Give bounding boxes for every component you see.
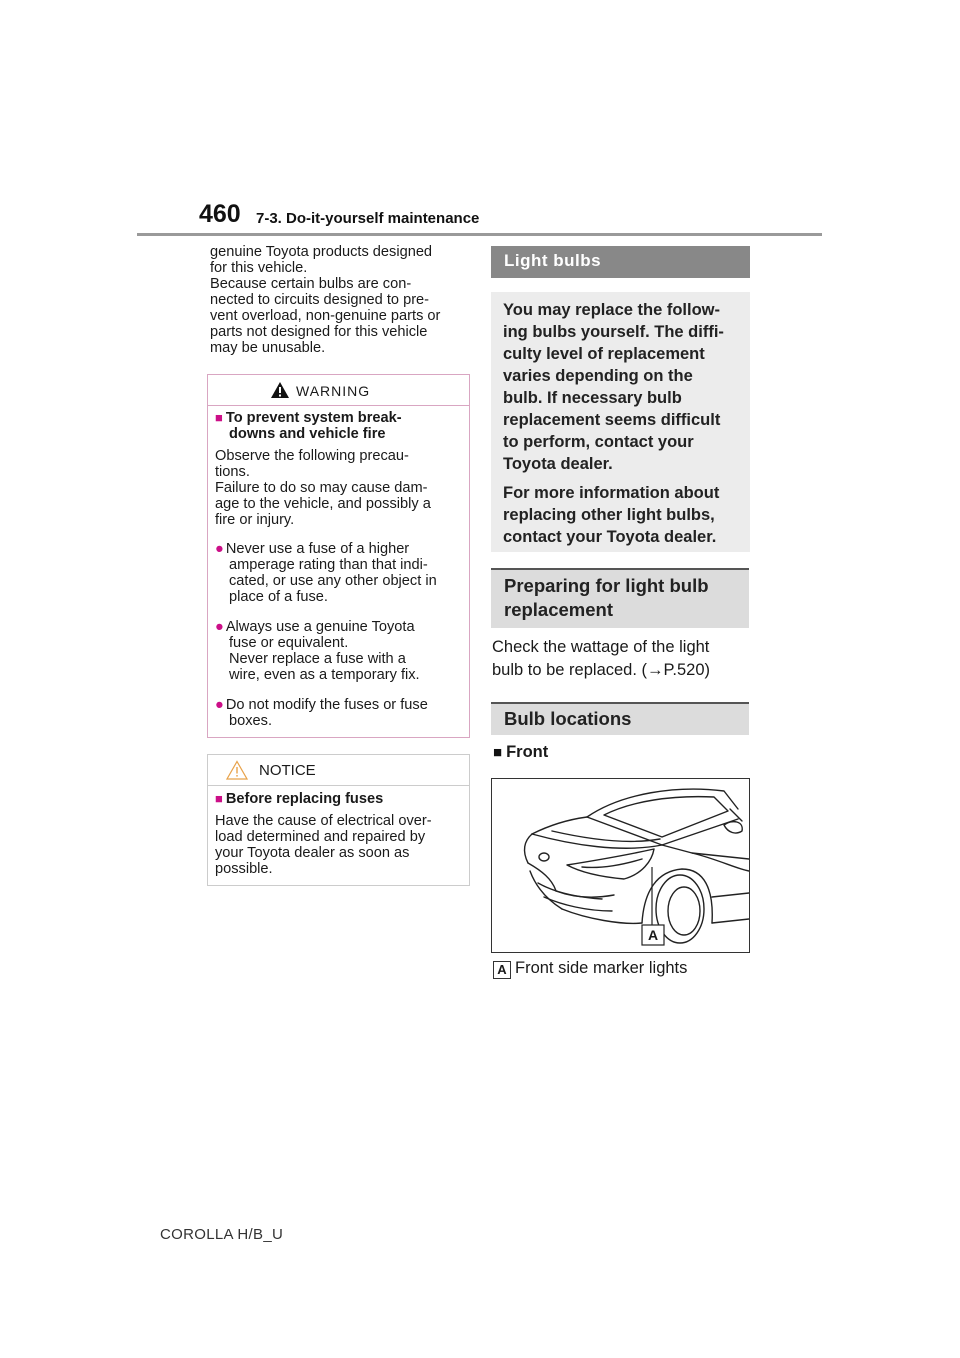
- caption-text: Front side marker lights: [515, 959, 688, 977]
- warning-body-line: tions.: [215, 464, 250, 480]
- summary-line: contact your Toyota dealer.: [503, 528, 717, 546]
- summary-line: Toyota dealer.: [503, 455, 613, 473]
- preparing-heading: [491, 568, 749, 628]
- summary-line: bulb. If necessary bulb: [503, 389, 682, 407]
- notice-label: NOTICE: [259, 762, 316, 779]
- warning-box: [207, 374, 470, 738]
- warning-body-line: Observe the following precau-: [215, 448, 409, 464]
- square-marker-icon: ■: [215, 410, 223, 425]
- intro-line: genuine Toyota products designed: [210, 244, 433, 260]
- warning-header: [208, 375, 469, 406]
- bullet-line: wire, even as a temporary fix.: [229, 667, 420, 683]
- square-marker-icon: ■: [215, 791, 223, 806]
- notice-header: [208, 755, 469, 786]
- intro-paragraph: [210, 244, 472, 356]
- page-number: 460: [199, 200, 241, 228]
- warning-body: [215, 448, 465, 528]
- intro-line: may be unusable.: [210, 340, 326, 356]
- bullet-icon: ●: [215, 541, 224, 557]
- notice-body-line: your Toyota dealer as soon as: [215, 845, 410, 861]
- bullet-line: cated, or use any other object in: [229, 573, 437, 589]
- bullet-line: Do not modify the fuses or fuse: [225, 697, 428, 713]
- intro-line: for this vehicle.: [210, 260, 308, 276]
- front-subheading: [493, 743, 548, 762]
- notice-heading: [215, 791, 465, 807]
- intro-line: vent overload, non-genuine parts or: [210, 308, 441, 324]
- caption-letter-badge: A: [493, 961, 511, 979]
- summary-line: culty level of replacement: [503, 345, 705, 363]
- bullet-line: fuse or equivalent.: [229, 635, 349, 651]
- bullet-icon: ●: [215, 697, 224, 713]
- bullet-line: Always use a genuine Toyota: [225, 619, 415, 635]
- car-line-drawing: [492, 779, 749, 952]
- summary-line: You may replace the follow-: [503, 301, 720, 319]
- summary-line: to perform, contact your: [503, 433, 694, 451]
- header-rule: [137, 233, 822, 236]
- bullet-line: Never replace a fuse with a: [229, 651, 406, 667]
- warning-body-line: age to the vehicle, and possibly a: [215, 496, 431, 512]
- page-reference-link[interactable]: bulb to be replaced. (→P.520): [492, 661, 711, 679]
- summary-line: varies depending on the: [503, 367, 693, 385]
- summary-line: ing bulbs yourself. The diffi-: [503, 323, 724, 341]
- summary-line: replacement seems difficult: [503, 411, 721, 429]
- square-marker-icon: ■: [493, 744, 503, 761]
- notice-body-line: Have the cause of electrical over-: [215, 813, 432, 829]
- summary-line: replacing other light bulbs,: [503, 506, 715, 524]
- bulb-locations-title: Bulb locations: [504, 708, 632, 729]
- bullet-line: amperage rating than that indi-: [229, 557, 428, 573]
- notice-body-line: possible.: [215, 861, 273, 877]
- front-label-text: Front: [506, 743, 549, 761]
- bullet-line: Never use a fuse of a higher: [225, 541, 410, 557]
- heading-top-rule: [491, 702, 749, 704]
- warning-heading: [215, 410, 465, 442]
- intro-line: Because certain bulbs are con-: [210, 276, 412, 292]
- warning-label: WARNING: [296, 383, 371, 399]
- light-bulbs-heading: [491, 246, 750, 278]
- intro-line: parts not designed for this vehicle: [210, 324, 428, 340]
- preparing-title-line: Preparing for light bulb: [504, 575, 709, 596]
- section-title: 7-3. Do-it-yourself maintenance: [256, 210, 480, 227]
- warning-bullet: [215, 541, 465, 605]
- preparing-body-line: Check the wattage of the light: [492, 638, 710, 656]
- warning-bullet: [215, 619, 465, 683]
- bullet-icon: ●: [215, 619, 224, 635]
- callout-letter: A: [647, 927, 659, 943]
- heading-top-rule: [491, 568, 749, 570]
- warning-body-line: Failure to do so may cause dam-: [215, 480, 428, 496]
- warning-triangle-icon: [270, 381, 290, 399]
- light-bulbs-title: Light bulbs: [504, 251, 602, 270]
- notice-body-line: load determined and repaired by: [215, 829, 426, 845]
- warning-heading-line: To prevent system break-: [225, 410, 402, 426]
- warning-bullet: [215, 697, 465, 729]
- warning-heading-line: downs and vehicle fire: [229, 426, 386, 442]
- bulb-locations-heading: [491, 702, 749, 735]
- caution-triangle-icon: [226, 760, 248, 780]
- bullet-line: boxes.: [229, 713, 272, 729]
- summary-line: For more information about: [503, 484, 720, 502]
- notice-box: [207, 754, 470, 886]
- warning-body-line: fire or injury.: [215, 512, 295, 528]
- bullet-line: place of a fuse.: [229, 589, 328, 605]
- light-bulbs-summary-box: [491, 292, 750, 552]
- car-front-illustration: [491, 778, 750, 953]
- footer-model: COROLLA H/B_U: [160, 1226, 284, 1243]
- notice-body: [215, 813, 465, 877]
- intro-line: nected to circuits designed to pre-: [210, 292, 430, 308]
- preparing-title-line: replacement: [504, 599, 613, 620]
- notice-heading-text: Before replacing fuses: [225, 791, 384, 807]
